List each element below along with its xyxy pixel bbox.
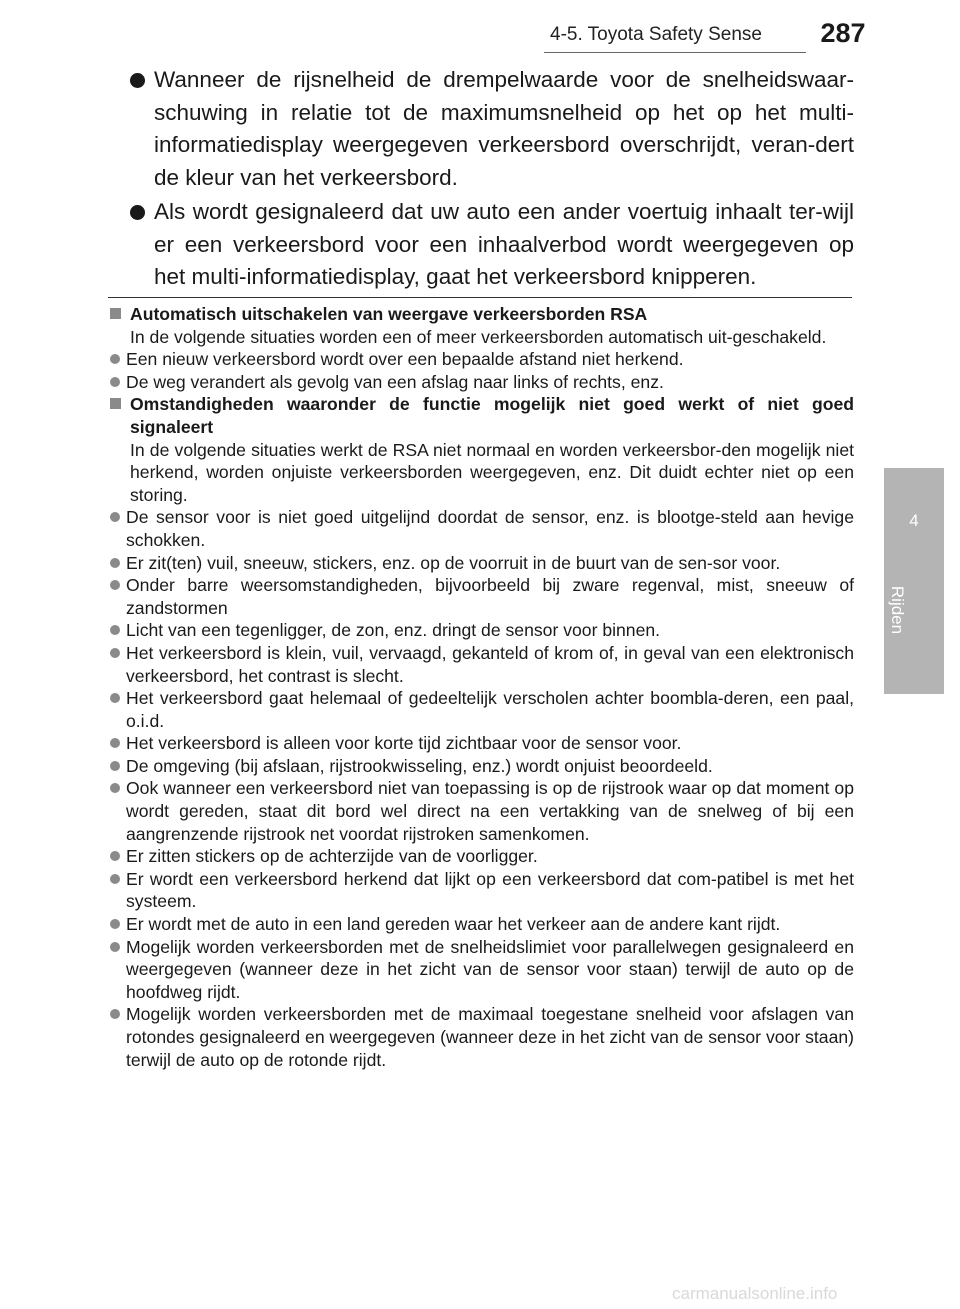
watermark: carmanualsonline.info xyxy=(672,1284,838,1303)
list-item: Het verkeersbord is alleen voor korte tijd zichtbaar voor de sensor voor. xyxy=(110,732,854,755)
list-item: Het verkeersbord gaat helemaal of gedeeltelijk verscholen achter boombla-deren, een paal, o.i.d. xyxy=(110,687,854,732)
bullet-dot-icon xyxy=(110,354,120,364)
list-item: Er zit(ten) vuil, sneeuw, stickers, enz. op de voorruit in de buurt van de sen-sor voor. xyxy=(110,552,854,575)
list-item: Een nieuw verkeersbord wordt over een bepaalde afstand niet herkend. xyxy=(110,348,854,371)
list-item: Mogelijk worden verkeersborden met de snelheidslimiet voor parallelwegen gesignaleerd en weergegeven (wanneer deze in het zicht van de sensor voor staan) terwijl de auto op de hoofdweg rijdt. xyxy=(110,936,854,1004)
bullet-dot-icon xyxy=(110,648,120,658)
square-bullet-icon xyxy=(110,398,121,409)
chapter-title-wrap xyxy=(888,572,931,652)
bullet-dot-icon xyxy=(130,73,145,88)
bullet-dot-icon xyxy=(110,919,120,929)
bullet-dot-icon xyxy=(110,761,120,771)
bullet-dot-icon xyxy=(110,625,120,635)
main-bullet: Als wordt gesignaleerd dat uw auto een ander voertuig inhaalt ter-wijl er een verkeersbord voor een inhaalverbod wordt weergegeven op het multi-informatiedisplay, gaat het verkeersbord knipperen. xyxy=(110,196,854,294)
bullet-dot-icon xyxy=(110,377,120,387)
section-title: 4-5. Toyota Safety Sense xyxy=(550,24,762,45)
list-item: Er wordt met de auto in een land gereden waar het verkeer aan de andere kant rijdt. xyxy=(110,913,854,936)
bullet-dot-icon xyxy=(110,512,120,522)
square-bullet-icon xyxy=(110,308,121,319)
note-intro: In de volgende situaties worden een of meer verkeersborden automatisch uit-geschakeld. xyxy=(130,326,827,347)
main-bullets xyxy=(110,64,854,296)
note-section-conditions xyxy=(110,393,854,506)
bullet-dot-icon xyxy=(110,783,120,793)
bullet-dot-icon xyxy=(110,874,120,884)
note-section-auto-off xyxy=(110,303,854,348)
chapter-number: 4 xyxy=(909,511,919,530)
bullet-dot-icon xyxy=(110,693,120,703)
list-item: Mogelijk worden verkeersborden met de maximaal toegestane snelheid voor afslagen van rotondes gesignaleerd en weergegeven (wanneer deze in het zicht van de sensor voor staan) terwijl de auto op de rotonde rijdt. xyxy=(110,1003,854,1071)
bullet-dot-icon xyxy=(110,942,120,952)
bullet-dot-icon xyxy=(110,558,120,568)
list-item: Er wordt een verkeersbord herkend dat lijkt op een verkeersbord dat com-patibel is met het systeem. xyxy=(110,868,854,913)
bullet-dot-icon xyxy=(110,738,120,748)
list-item: Er zitten stickers op de achterzijde van de voorligger. xyxy=(110,845,854,868)
notes-divider xyxy=(108,297,852,298)
list-item: Licht van een tegenligger, de zon, enz. dringt de sensor voor binnen. xyxy=(110,619,854,642)
bullet-dot-icon xyxy=(110,1009,120,1019)
list-item: Ook wanneer een verkeersbord niet van toepassing is op de rijstrook waar op dat moment op wordt gereden, staat dit bord wel direct na een vertakking van de snelweg of bij een aangrenzende rijstrook net voordat rijstroken samenkomen. xyxy=(110,777,854,845)
note-intro: In de volgende situaties werkt de RSA niet normaal en worden verkeersbor-den mogelijk niet herkend, worden onjuiste verkeersborden weergegeven, enz. Dit duidt echter niet op een storing. xyxy=(130,439,854,505)
list-item: De sensor voor is niet goed uitgelijnd doordat de sensor, enz. is blootge-steld aan hevige schokken. xyxy=(110,506,854,551)
page-number: 287 xyxy=(806,10,880,56)
chapter-title: Rijden xyxy=(888,585,908,635)
list-item: Het verkeersbord is klein, vuil, vervaagd, gekanteld of krom of, in geval van een elektronisch verkeersbord, het contrast is slecht. xyxy=(110,642,854,687)
bullet-dot-icon xyxy=(130,205,145,220)
bullet-dot-icon xyxy=(110,580,120,590)
list-item: Onder barre weersomstandigheden, bijvoorbeeld bij zware regenval, mist, sneeuw of zandstormen xyxy=(110,574,854,619)
list-item: De weg verandert als gevolg van een afslag naar links of rechts, enz. xyxy=(110,371,854,394)
main-bullet: Wanneer de rijsnelheid de drempelwaarde voor de snelheidswaar-schuwing in relatie tot de maximumsnelheid op het op het multi-informatiedisplay weergegeven verkeersbord overschrijdt, veran-dert de kleur van het verkeersbord. xyxy=(110,64,854,194)
note-title: Automatisch uitschakelen van weergave verkeersborden RSA xyxy=(130,304,648,324)
list-item: De omgeving (bij afslaan, rijstrookwisseling, enz.) wordt onjuist beoordeeld. xyxy=(110,755,854,778)
notes xyxy=(110,303,854,1071)
bullet-dot-icon xyxy=(110,851,120,861)
note-title: Omstandigheden waaronder de functie mogelijk niet goed werkt of niet goed signaleert xyxy=(130,394,854,437)
